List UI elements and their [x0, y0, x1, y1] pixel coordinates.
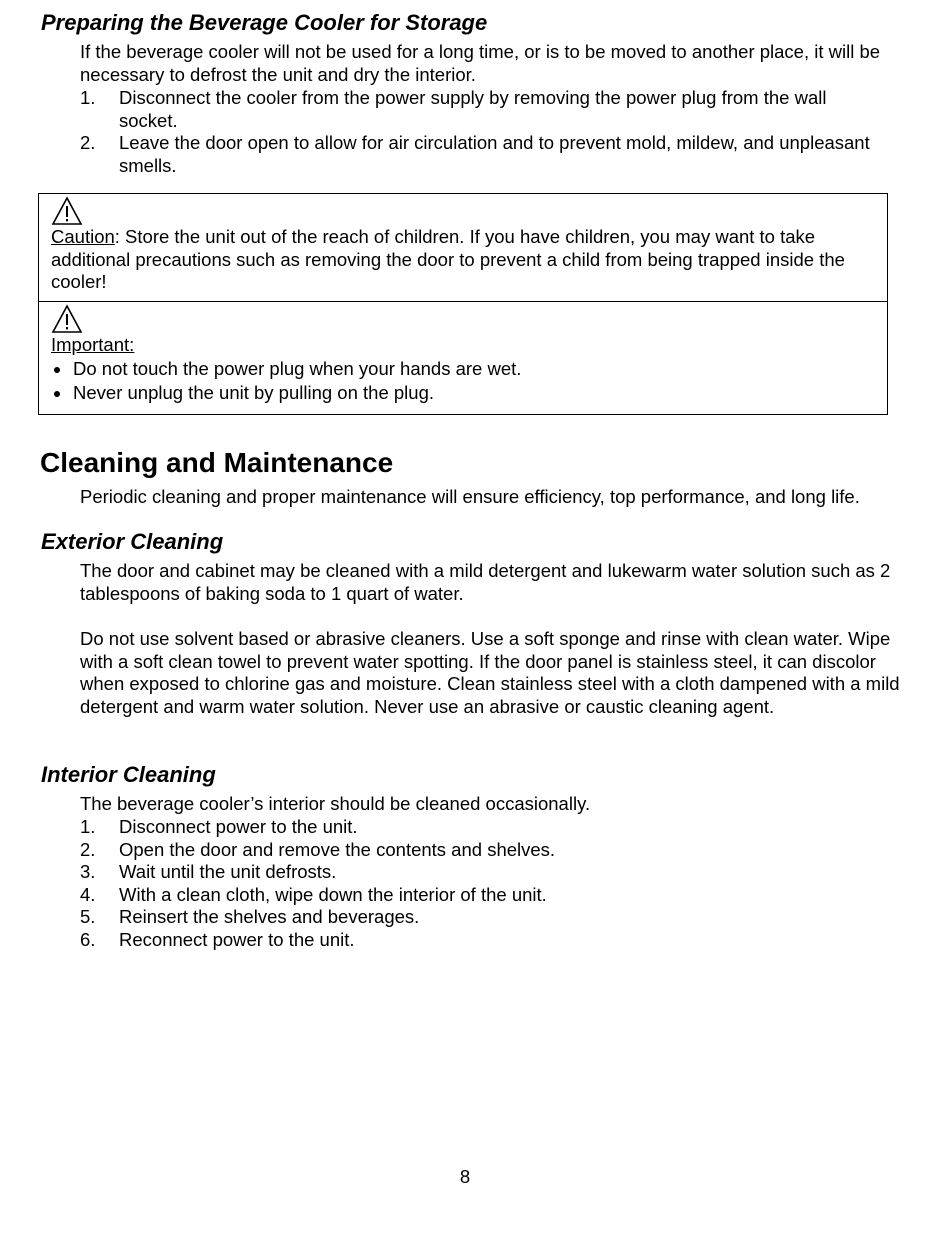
important-label: Important: [51, 334, 135, 355]
step-number: 1. [80, 87, 96, 108]
maintenance-intro: Periodic cleaning and proper maintenance will ensure efficiency, top performance, and long life. [80, 486, 860, 507]
step-number: 5. [80, 906, 96, 928]
interior-steps [80, 816, 880, 952]
important-bullets [51, 357, 876, 405]
list-item: Never unplug the unit by pulling on the plug. [51, 381, 876, 405]
list-item [80, 906, 880, 929]
exterior-paragraph-1: The door and cabinet may be cleaned with a mild detergent and lukewarm water solution such as 2 tablespoons of baking soda to 1 quart of water. [80, 560, 891, 604]
storage-steps [80, 87, 880, 177]
step-number: 4. [80, 883, 96, 905]
step-number: 6. [80, 928, 96, 950]
storage-intro: If the beverage cooler will not be used for a long time, or is to be moved to another place, it will be necessary to defrost the unit and dry the interior. [80, 41, 881, 85]
list-item [80, 929, 880, 952]
caution-label: Caution [51, 226, 115, 247]
step-text: Disconnect the cooler from the power supply by removing the power plug from the wall socket. [119, 87, 827, 131]
important-notice [39, 304, 887, 418]
exterior-heading: Exterior Cleaning [41, 529, 224, 554]
interior-heading: Interior Cleaning [41, 762, 216, 787]
step-text: With a clean cloth, wipe down the interior of the unit. [119, 883, 547, 905]
list-item [80, 87, 880, 132]
warning-triangle-icon [51, 196, 83, 226]
exterior-paragraph-2: Do not use solvent based or abrasive cleaners. Use a soft sponge and rinse with clean water. Wipe with a soft clean towel to prevent water spotting. If the door panel is stainless steel, it can discolor when exposed to chlorine gas and moisture. Clean stainless steel with a cloth dampened with a mild detergent and warm water solution. Never use an abrasive or caustic cleaning agent. [80, 628, 900, 717]
step-text: Open the door and remove the contents and shelves. [119, 838, 556, 860]
step-number: 2. [80, 132, 96, 154]
step-text: Reconnect power to the unit. [119, 928, 355, 950]
safety-notice-box [38, 193, 888, 415]
step-text: Leave the door open to allow for air circulation and to prevent mold, mildew, and unpleasant smells. [119, 132, 870, 176]
caution-text [51, 226, 876, 294]
list-item [80, 884, 880, 907]
list-item: Do not touch the power plug when your hands are wet. [51, 357, 876, 381]
storage-heading: Preparing the Beverage Cooler for Storage [41, 10, 488, 35]
caution-notice [39, 196, 887, 302]
warning-triangle-icon [51, 304, 83, 334]
list-item [80, 132, 880, 177]
list-item [80, 861, 880, 884]
list-item [80, 816, 880, 839]
maintenance-heading: Cleaning and Maintenance [40, 447, 394, 478]
page-number: 8 [459, 1166, 471, 1187]
step-text: Disconnect power to the unit. [119, 816, 358, 837]
caution-body: : Store the unit out of the reach of children. If you have children, you may want to take additional precautions such as removing the door to prevent a child from being trapped inside the cooler! [51, 226, 845, 293]
interior-intro: The beverage cooler’s interior should be cleaned occasionally. [80, 793, 591, 814]
step-text: Wait until the unit defrosts. [119, 861, 337, 883]
list-item [80, 839, 880, 862]
step-number: 3. [80, 861, 96, 883]
step-number: 1. [80, 816, 96, 837]
step-text: Reinsert the shelves and beverages. [119, 906, 420, 928]
step-number: 2. [80, 838, 96, 860]
